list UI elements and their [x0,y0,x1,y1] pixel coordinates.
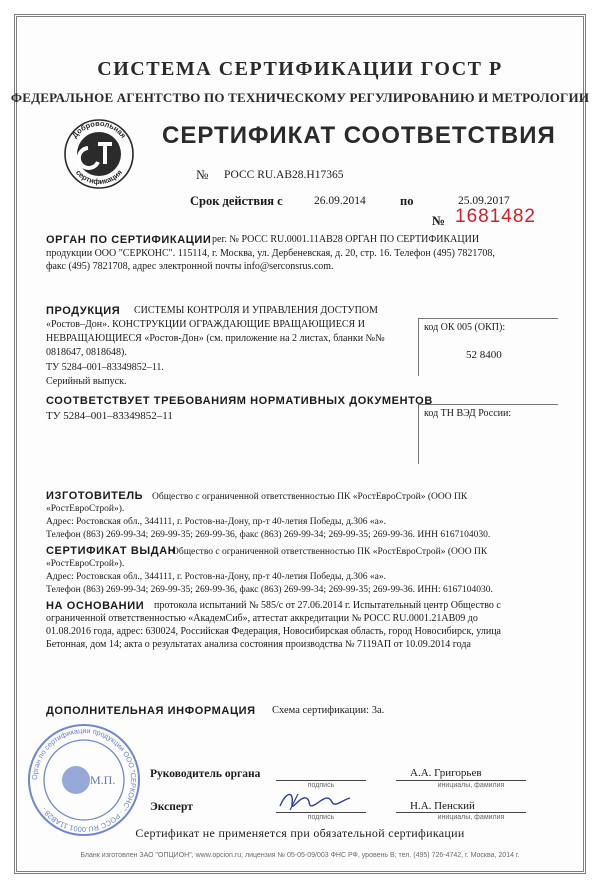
date-from: 26.09.2014 [314,195,366,207]
expert-name: Н.А. Пенский [410,800,475,812]
system-title: СИСТЕМА СЕРТИФИКАЦИИ ГОСТ Р [97,58,503,80]
expert-sign-line [276,812,366,813]
basis-line4: Бетонная, дом 14; акта о результатах анализа состояния производства № 7119АП от 10.09.2014 года [46,639,471,650]
manufacturer-line3: Адрес: Ростовская обл., 344111, г. Ростов-на-Дону, пр-т 40-летия Победы, д.306 «а». [46,517,386,527]
product-label: ПРОДУКЦИЯ [46,305,121,317]
product-line6: Серийный выпуск. [46,376,127,387]
issued-line4: Телефон (863) 269-99-34; 269-99-35; 269-99-36, факс (863) 269-99-34; 269-99-35; 269-99-36. ИНН: 6167104030. [46,585,493,595]
head-sign-line [276,780,366,781]
product-line1: СИСТЕМЫ КОНТРОЛЯ И УПРАВЛЕНИЯ ДОСТУПОМ [134,305,378,316]
additional-label: ДОПОЛНИТЕЛЬНАЯ ИНФОРМАЦИЯ [46,705,256,717]
issued-line1: Общество с ограниченной ответственностью ПК «РостЕвроСтрой» (ООО ПК [172,547,488,557]
head-sign-caption: подпись [307,782,335,789]
manufacturer-line1: Общество с ограниченной ответственностью ПК «РостЕвроСтрой» (ООО ПК [152,492,468,502]
cert-number: РОСС RU.АВ28.Н17365 [224,169,344,181]
expert-name-line [396,812,526,813]
agency-title: ФЕДЕРАЛЬНОЕ АГЕНТСТВО ПО ТЕХНИЧЕСКОМУ РЕГУЛИРОВАНИЮ И МЕТРОЛОГИИ [10,90,590,105]
head-name-line [396,780,526,781]
okp-value: 52 8400 [466,349,502,361]
product-line2: «Ростов–Дон». КОНСТРУКЦИИ ОГРАЖДАЮЩИЕ ВРАЩАЮЩИЕСЯ И [46,319,365,330]
rst-logo-icon [62,112,136,196]
manufacturer-label: ИЗГОТОВИТЕЛЬ [46,490,144,502]
head-name-caption: инициалы, фамилия [437,782,505,789]
issued-line3: Адрес: Ростовская обл., 344111, г. Ростов-на-Дону, пр-т 40-летия Победы, д.306 «а». [46,572,386,582]
conforms-label: СООТВЕТСТВУЕТ ТРЕБОВАНИЯМ НОРМАТИВНЫХ ДОКУМЕНТОВ [46,395,433,407]
footer-print-line: Бланк изготовлен ЗАО "ОПЦИОН", www.opcion.ru, лицензия № 05-05-09/003 ФНС РФ, уровень В; тел. (495) 726-4742, г. Москва, 2014 г. [80,852,520,859]
head-name: А.А. Григорьев [410,767,482,779]
basis-label: НА ОСНОВАНИИ [46,600,145,612]
okp-label: код ОК 005 (ОКП): [424,322,506,333]
stamp-mp: М.П. [90,773,116,787]
organ-line3: факс (495) 7821708, адрес электронной почты info@serconsrus.com. [46,261,334,272]
organ-label: ОРГАН ПО СЕРТИФИКАЦИИ [46,234,212,246]
cert-number-sign: № [196,167,209,182]
blank-number-sign: № [432,213,446,228]
stamp-ring-text: Орган по сертификации продукции ООО "СЕРКОНС" · РОСС RU.0001.11АВ28 · [29,725,139,835]
logo-text-top: Добровольная [70,118,128,140]
expert-sign-caption: подпись [307,814,335,821]
head-label: Руководитель органа [150,768,261,780]
manufacturer-line2: «РостЕвроСтрой»). [46,504,125,514]
to-label: по [400,194,414,208]
certificate-title: СЕРТИФИКАТ СООТВЕТСТВИЯ [162,122,556,149]
date-to: 25.09.2017 [458,195,510,207]
blank-number: 1681482 [455,206,536,227]
additional-value: Схема сертификации: 3а. [272,705,385,716]
product-line4: 0818647, 0818648). [46,347,127,358]
organ-line2: продукции ООО "СЕРКОНС". 115114, г. Москва, ул. Дербеневская, д. 20, стр. 16. Телефон (495) 7821708, [46,248,495,259]
conforms-value: ТУ 5284–001–83349852–11 [46,410,173,422]
basis-line1: протокола испытаний № 585/с от 27.06.2014 г. Испытательный центр Общество с [154,600,501,611]
footer-note: Сертификат не применяется при обязательной сертификации [135,826,465,840]
expert-label: Эксперт [150,801,193,813]
issued-line2: «РостЕвроСтрой»). [46,559,125,569]
validity-label: Срок действия с [190,194,283,208]
expert-name-caption: инициалы, фамилия [437,814,505,821]
product-line5: ТУ 5284–001–83349852–11. [46,362,164,373]
issued-label: СЕРТИФИКАТ ВЫДАН [46,545,177,557]
stamp-icon [26,722,142,838]
organ-line1: рег. № РОСС RU.0001.11АВ28 ОРГАН ПО СЕРТИФИКАЦИИ [212,234,480,245]
basis-line2: ограниченной ответственностью «АкадемСиб», аттестат аккредитации № РОСС RU.0001.21АВ09 до [46,613,478,624]
logo-text-bottom: сертификация [73,167,125,187]
manufacturer-line4: Телефон (863) 269-99-34; 269-99-35; 269-99-36, факс (863) 269-99-34; 269-99-35; 269-99-36. ИНН 6167104030. [46,530,491,540]
tnved-label: код ТН ВЭД России: [424,408,512,419]
product-line3: НЕВРАЩАЮЩИЕСЯ «Ростов-Дон» (см. приложение на 2 листах, бланки №№ [46,333,385,344]
basis-line3: 01.08.2016 года, адрес: 630024, Российская Федерация, Новосибирская область, город Новосибирск, улица [46,626,501,637]
